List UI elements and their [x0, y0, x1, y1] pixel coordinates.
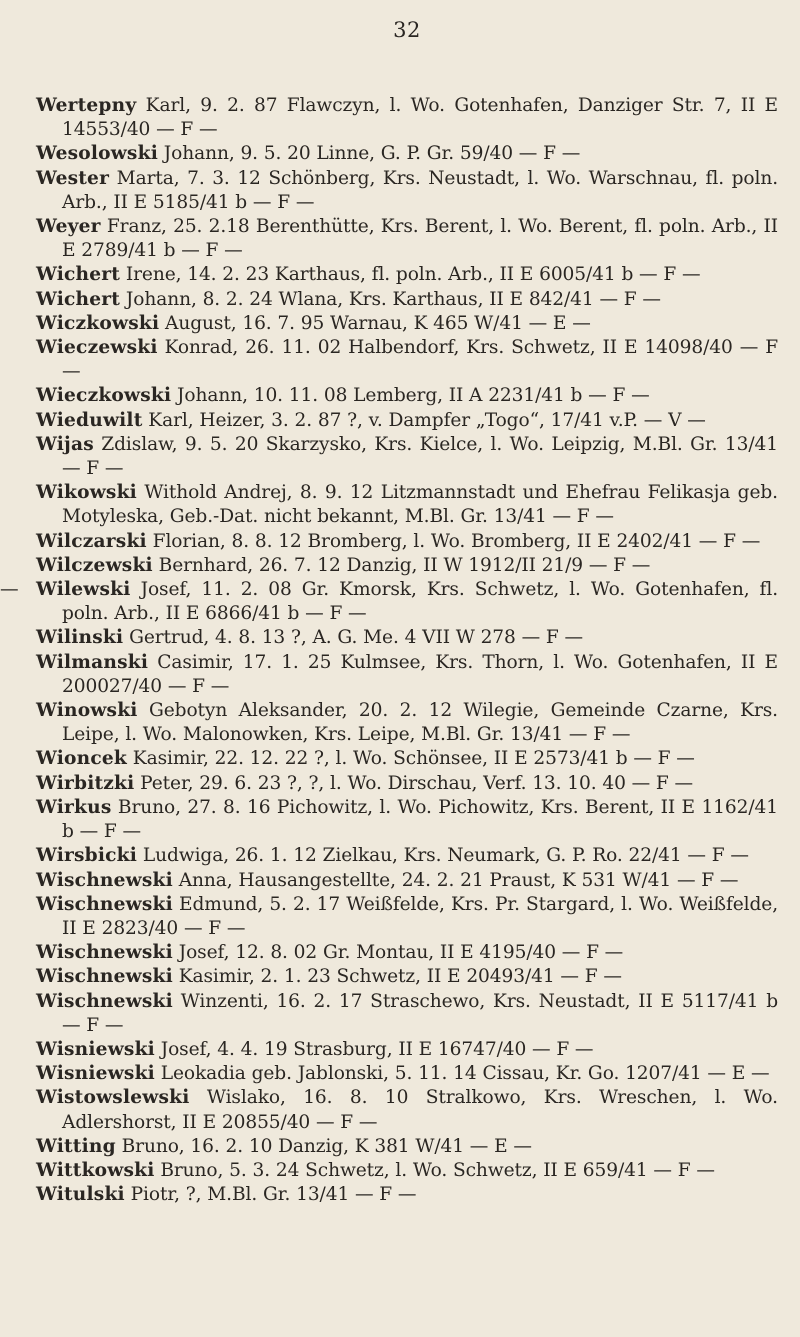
entry-surname: Wikowski: [36, 482, 137, 504]
entry-surname: Wilczarski: [36, 530, 147, 552]
entry-surname: Wischnewski: [36, 869, 173, 891]
entry-details: Johann, 10. 11. 08 Lemberg, II A 2231/41 b — F —: [171, 385, 650, 407]
entry-surname: Wistowslewski: [36, 1087, 190, 1109]
entry-surname: Wesolowski: [36, 143, 158, 165]
list-item: [36, 1086, 778, 1134]
entry-details: Kasimir, 2. 1. 23 Schwetz, II E 20493/41 — F —: [172, 966, 622, 988]
entry-details: Johann, 8. 2. 24 Wlana, Krs. Karthaus, II E 842/41 — F —: [120, 288, 661, 310]
entry-surname: Wester: [36, 167, 110, 189]
entry-details: Karl, 9. 2. 87 Flawczyn, l. Wo. Gotenhafen, Danziger Str. 7, II E 14553/40 — F —: [62, 95, 778, 141]
entry-surname: Wirsbicki: [36, 845, 138, 867]
entry-details: Bruno, 5. 3. 24 Schwetz, l. Wo. Schwetz, II E 659/41 — F —: [154, 1159, 715, 1181]
list-item: [36, 409, 778, 433]
entry-surname: Wischnewski: [36, 966, 173, 988]
list-item: [36, 965, 778, 989]
entry-surname: Wilinski: [36, 627, 124, 649]
entry-details: Leokadia geb. Jablonski, 5. 11. 14 Cissau, Kr. Go. 1207/41 — E —: [154, 1063, 770, 1085]
entry-details: Gertrud, 4. 8. 13 ?, A. G. Me. 4 VII W 278 — F —: [123, 627, 583, 649]
entry-details: Josef, 4. 4. 19 Strasburg, II E 16747/40 — F —: [154, 1038, 594, 1060]
list-item: [36, 699, 778, 747]
entry-details: Casimir, 17. 1. 25 Kulmsee, Krs. Thorn, l. Wo. Gotenhafen, II E 200027/40 — F —: [62, 651, 778, 697]
list-item: [36, 1159, 778, 1183]
entry-details: Peter, 29. 6. 23 ?, ?, l. Wo. Dirschau, Verf. 13. 10. 40 — F —: [134, 772, 694, 794]
entry-surname: Wirbitzki: [36, 772, 135, 794]
list-item: [36, 384, 778, 408]
list-item: [36, 941, 778, 965]
entry-details: Florian, 8. 8. 12 Bromberg, l. Wo. Bromberg, II E 2402/41 — F —: [146, 530, 761, 552]
list-item: [36, 772, 778, 796]
entry-details: Johann, 9. 5. 20 Linne, G. P. Gr. 59/40 — F —: [157, 143, 581, 165]
list-item: [36, 433, 778, 481]
entry-surname: Wieczewski: [36, 337, 158, 359]
entry-surname: Wittkowski: [36, 1159, 155, 1181]
entry-surname: Wichert: [36, 264, 121, 286]
list-item: [36, 578, 778, 626]
list-item: [36, 167, 778, 215]
entry-surname: Wijas: [36, 433, 94, 455]
list-item: [36, 1183, 778, 1207]
entry-surname: Wilczewski: [36, 554, 153, 576]
entry-details: Edmund, 5. 2. 17 Weißfelde, Krs. Pr. Stargard, l. Wo. Weißfelde, II E 2823/40 — F —: [62, 893, 778, 939]
list-item: [36, 1038, 778, 1062]
entry-details: Konrad, 26. 11. 02 Halbendorf, Krs. Schwetz, II E 14098/40 — F —: [62, 337, 778, 383]
entry-surname: Wischnewski: [36, 990, 173, 1012]
entry-surname: Wiczkowski: [36, 312, 160, 334]
entry-surname: Wieduwilt: [36, 409, 143, 431]
list-item: [36, 288, 778, 312]
page-number: 32: [393, 18, 421, 42]
list-item: [36, 651, 778, 699]
entry-details: Bruno, 27. 8. 16 Pichowitz, l. Wo. Pichowitz, Krs. Berent, II E 1162/41 b — F —: [62, 796, 778, 843]
entry-surname: Witulski: [36, 1184, 125, 1206]
entry-surname: Wischnewski: [36, 942, 173, 964]
entry-surname: Wilmanski: [36, 651, 149, 673]
entry-surname: Wioncek: [36, 748, 127, 770]
entry-details: Marta, 7. 3. 12 Schönberg, Krs. Neustadt, l. Wo. Warschnau, fl. poln. Arb., II E 5185/41 b — F —: [62, 167, 778, 213]
list-item: [36, 481, 778, 529]
list-item: [36, 893, 778, 941]
entry-surname: Wisniewski: [36, 1063, 155, 1085]
list-item: [36, 94, 778, 142]
entry-surname: Wischnewski: [36, 893, 173, 915]
entry-surname: Wisniewski: [36, 1038, 155, 1060]
list-item: [36, 796, 778, 844]
entry-details: Withold Andrej, 8. 9. 12 Litzmannstadt und Ehefrau Felikasja geb. Motyleska, Geb.-Dat. nicht bekannt, M.Bl. Gr. 13/41 — F —: [62, 482, 778, 528]
entry-details: Franz, 25. 2.18 Berenthütte, Krs. Berent, l. Wo. Berent, fl. poln. Arb., II E 2789/41 b — F —: [62, 216, 778, 262]
entry-details: Piotr, ?, M.Bl. Gr. 13/41 — F —: [124, 1184, 417, 1206]
list-item: [36, 215, 778, 263]
list-item: [36, 263, 778, 287]
entry-surname: Wirkus: [36, 796, 112, 818]
list-item: [36, 747, 778, 771]
entry-details: Irene, 14. 2. 23 Karthaus, fl. poln. Arb., II E 6005/41 b — F —: [120, 264, 701, 286]
entry-details: Karl, Heizer, 3. 2. 87 ?, v. Dampfer „Togo“, 17/41 v.P. — V —: [142, 409, 706, 431]
entry-details: Bernhard, 26. 7. 12 Danzig, II W 1912/II 21/9 — F —: [152, 554, 651, 576]
list-item: [36, 336, 778, 384]
list-item: [36, 869, 778, 893]
list-item: [36, 626, 778, 650]
list-item: [36, 1062, 778, 1086]
entry-details: Winzenti, 16. 2. 17 Straschewo, Krs. Neustadt, II E 5117/41 b — F —: [62, 990, 778, 1036]
entry-surname: Wilewski: [36, 579, 131, 601]
entry-details: Kasimir, 22. 12. 22 ?, l. Wo. Schönsee, II E 2573/41 b — F —: [126, 748, 695, 770]
entry-details: Zdislaw, 9. 5. 20 Skarzysko, Krs. Kielce, l. Wo. Leipzig, M.Bl. Gr. 13/41 — F —: [62, 433, 778, 480]
list-item: [36, 844, 778, 868]
entry-details: Wislako, 16. 8. 10 Stralkowo, Krs. Wreschen, l. Wo. Adlershorst, II E 20855/40 — F —: [62, 1087, 778, 1133]
entry-surname: Wertepny: [36, 95, 137, 116]
entry-details: Josef, 12. 8. 02 Gr. Montau, II E 4195/40 — F —: [172, 942, 624, 964]
list-item: [36, 142, 778, 166]
entry-surname: Wichert: [36, 288, 121, 310]
entry-surname: Witting: [36, 1135, 116, 1157]
entry-details: Anna, Hausangestellte, 24. 2. 21 Praust, K 531 W/41 — F —: [172, 869, 739, 891]
list-item: [36, 990, 778, 1038]
list-item: [36, 312, 778, 336]
entry-details: Josef, 11. 2. 08 Gr. Kmorsk, Krs. Schwetz, l. Wo. Gotenhafen, fl. poln. Arb., II E 6866/41 b — F —: [62, 579, 778, 625]
entry-details: Gebotyn Aleksander, 20. 2. 12 Wilegie, Gemeinde Czarne, Krs. Leipe, l. Wo. Malonowken, Krs. Leipe, M.Bl. Gr. 13/41 — F —: [62, 700, 778, 746]
entry-details: Bruno, 16. 2. 10 Danzig, K 381 W/41 — E —: [115, 1135, 532, 1157]
entry-details: August, 16. 7. 95 Warnau, K 465 W/41 — E —: [159, 312, 591, 334]
entry-surname: Weyer: [36, 216, 101, 238]
entry-surname: Winowski: [36, 700, 138, 722]
list-item: [36, 530, 778, 554]
entry-list: [36, 94, 778, 1207]
list-item: [36, 1135, 778, 1159]
entry-surname: Wieczkowski: [36, 385, 172, 407]
entry-details: Ludwiga, 26. 1. 12 Zielkau, Krs. Neumark, G. P. Ro. 22/41 — F —: [137, 845, 749, 867]
list-item: [36, 554, 778, 578]
